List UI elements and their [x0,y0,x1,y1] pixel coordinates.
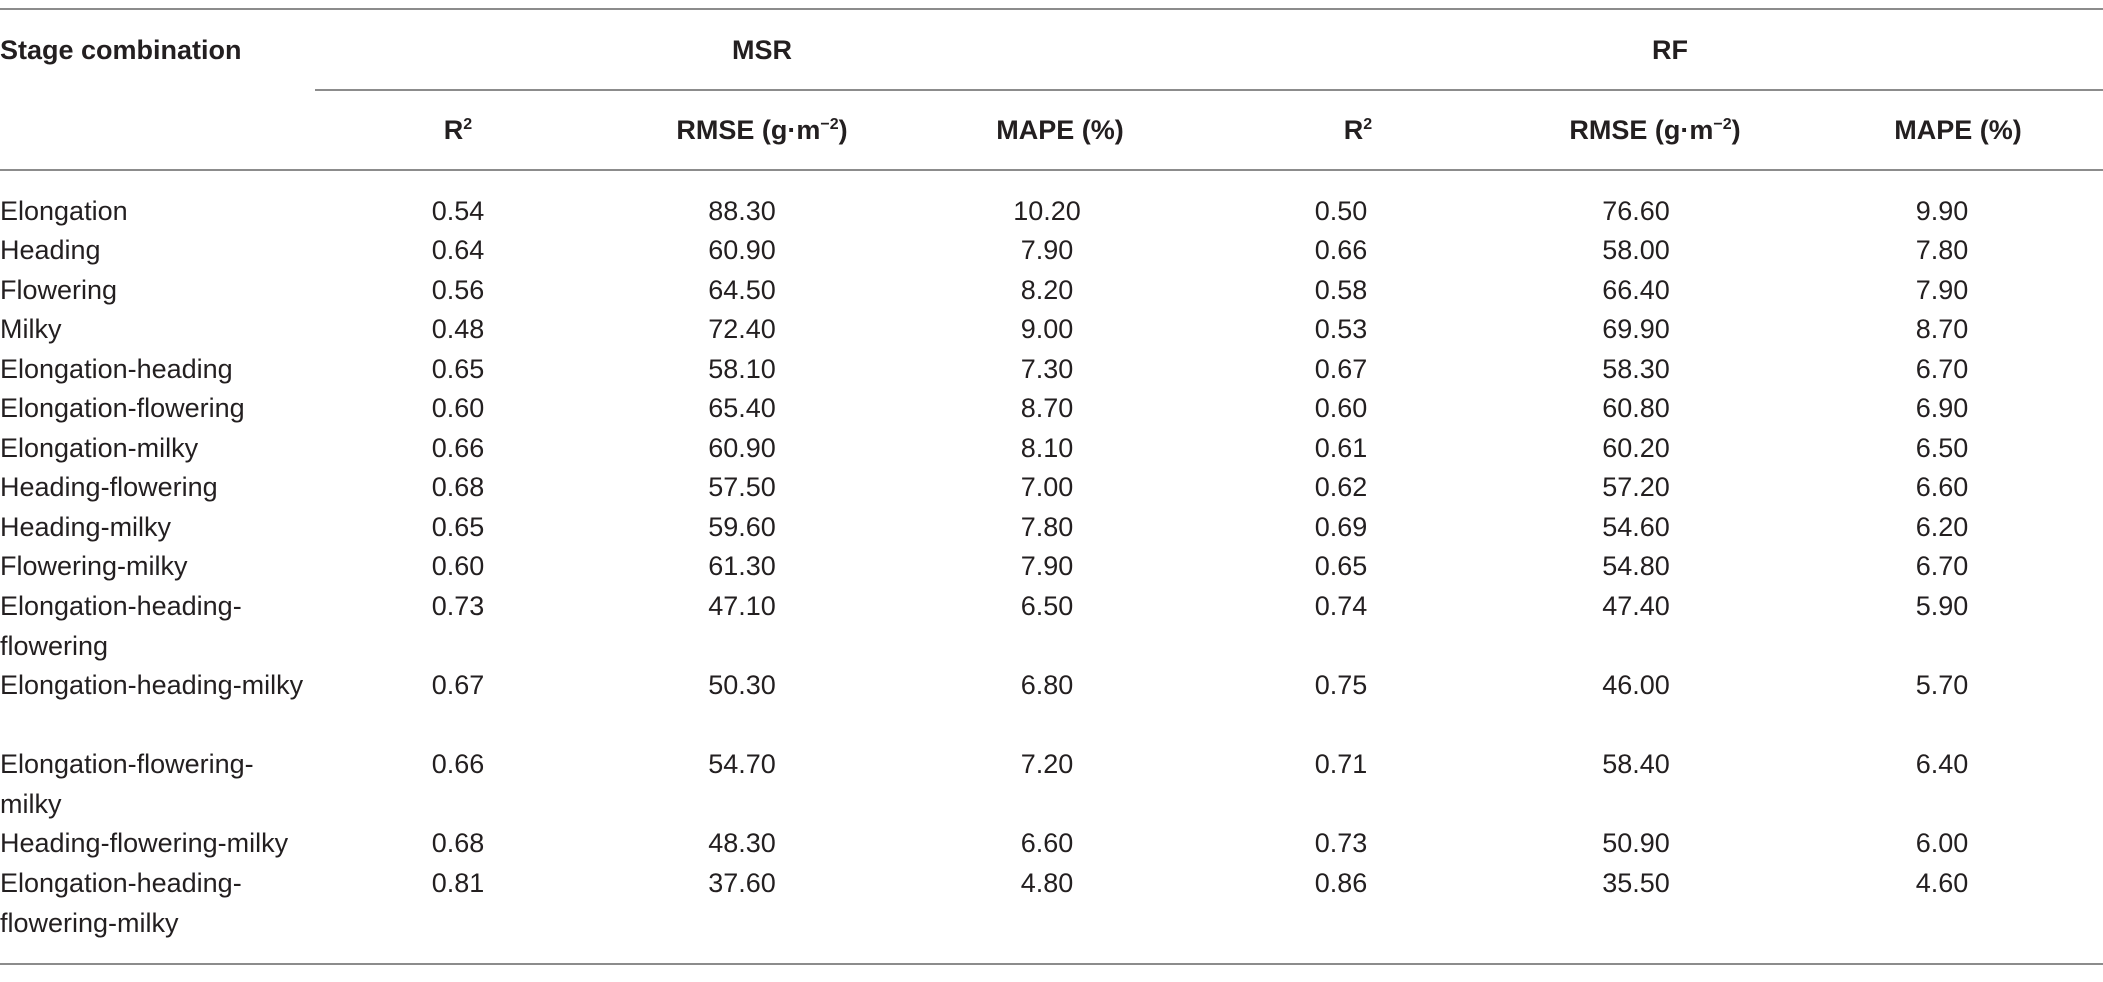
cell-rf-mape: 6.60 [1915,472,1969,502]
cell-stage: Milky [0,314,62,344]
r2-sup: 2 [463,116,473,133]
cell-rf-mape: 6.90 [1915,393,1969,423]
cell-rf-rmse: 60.80 [1602,393,1670,423]
cell-rf-rmse: 60.20 [1602,433,1670,463]
cell-rf-rmse: 54.80 [1602,551,1670,581]
cell-msr-r2: 0.73 [431,591,485,621]
cell-msr-mape: 8.20 [1020,275,1074,305]
cell-rf-r2: 0.73 [1314,828,1368,858]
cell-msr-rmse: 59.60 [708,512,776,542]
cell-stage: Elongation-flowering-milky [0,749,254,819]
cell-msr-rmse: 65.40 [708,393,776,423]
cell-rf-mape: 4.60 [1915,868,1969,898]
cell-msr-rmse: 54.70 [708,749,776,779]
top-rule [0,8,2103,10]
cell-rf-mape: 6.20 [1915,512,1969,542]
cell-rf-r2: 0.69 [1314,512,1368,542]
header-msr-r2 [444,110,472,150]
rmse-close: ) [838,115,848,145]
cell-msr-r2: 0.56 [431,275,485,305]
cell-msr-mape: 9.00 [1020,314,1074,344]
cell-msr-r2: 0.54 [431,196,485,226]
cell-msr-rmse: 88.30 [708,196,776,226]
cell-stage: Elongation-milky [0,433,199,463]
cell-rf-mape: 6.50 [1915,433,1969,463]
rmse-base: RMSE (g·m [676,115,821,145]
cell-msr-rmse: 60.90 [708,235,776,265]
cell-msr-rmse: 57.50 [708,472,776,502]
cell-rf-rmse: 58.30 [1602,354,1670,384]
cell-stage: Heading-flowering-milky [0,828,289,858]
cell-rf-rmse: 50.90 [1602,828,1670,858]
cell-rf-rmse: 47.40 [1602,591,1670,621]
cell-rf-mape: 6.70 [1915,551,1969,581]
cell-rf-mape: 7.80 [1915,235,1969,265]
cell-msr-r2: 0.67 [431,670,485,700]
cell-stage: Elongation [0,196,128,226]
cell-rf-mape: 6.70 [1915,354,1969,384]
cell-rf-r2: 0.65 [1314,551,1368,581]
cell-msr-mape: 8.10 [1020,433,1074,463]
cell-rf-rmse: 54.60 [1602,512,1670,542]
cell-rf-rmse: 58.40 [1602,749,1670,779]
cell-rf-mape: 7.90 [1915,275,1969,305]
cell-rf-rmse: 58.00 [1602,235,1670,265]
r2-base: R [1343,115,1364,145]
cell-stage: Elongation-flowering [0,393,245,423]
cell-msr-rmse: 47.10 [708,591,776,621]
cell-stage: Heading-milky [0,512,172,542]
cell-msr-mape: 8.70 [1020,393,1074,423]
cell-rf-mape: 6.40 [1915,749,1969,779]
cell-rf-r2: 0.53 [1314,314,1368,344]
header-rf-mape: MAPE (%) [1894,115,2022,145]
cell-rf-mape: 8.70 [1915,314,1969,344]
cell-rf-rmse: 57.20 [1602,472,1670,502]
cell-rf-r2: 0.66 [1314,235,1368,265]
cell-stage: Elongation-heading [0,354,233,384]
cell-stage: Flowering [0,275,118,305]
r2-base: R [443,115,464,145]
cell-msr-rmse: 48.30 [708,828,776,858]
cell-rf-mape: 5.70 [1915,670,1969,700]
cell-msr-r2: 0.66 [431,749,485,779]
cell-msr-mape: 7.90 [1020,551,1074,581]
cell-stage: Heading-flowering [0,472,218,502]
cell-msr-r2: 0.60 [431,393,485,423]
cell-msr-r2: 0.65 [431,512,485,542]
cell-msr-mape: 7.00 [1020,472,1074,502]
cell-stage: Flowering-milky [0,551,188,581]
bottom-rule [0,963,2103,965]
header-rf-r2 [1344,110,1372,150]
rmse-close: ) [1731,115,1741,145]
cell-msr-mape: 6.80 [1020,670,1074,700]
header-stage-combination: Stage combination [0,35,242,65]
cell-msr-rmse: 37.60 [708,868,776,898]
group-underline [315,89,2103,91]
cell-rf-rmse: 66.40 [1602,275,1670,305]
cell-rf-mape: 9.90 [1915,196,1969,226]
cell-msr-mape: 6.60 [1020,828,1074,858]
rmse-base: RMSE (g·m [1569,115,1714,145]
cell-rf-mape: 5.90 [1915,591,1969,621]
cell-msr-r2: 0.48 [431,314,485,344]
r2-sup: 2 [1363,116,1373,133]
cell-rf-r2: 0.74 [1314,591,1368,621]
cell-msr-mape: 6.50 [1020,591,1074,621]
header-msr-rmse [676,110,847,150]
cell-msr-rmse: 50.30 [708,670,776,700]
cell-stage: Elongation-heading-milky [0,670,304,700]
cell-rf-r2: 0.50 [1314,196,1368,226]
cell-rf-r2: 0.61 [1314,433,1368,463]
cell-msr-r2: 0.68 [431,828,485,858]
header-msr-mape: MAPE (%) [996,115,1124,145]
header-rule [0,169,2103,171]
rmse-sup: −2 [820,116,839,133]
cell-stage: Elongation-heading-flowering-milky [0,868,242,938]
cell-rf-mape: 6.00 [1915,828,1969,858]
cell-stage: Elongation-heading-flowering [0,591,242,661]
cell-rf-r2: 0.67 [1314,354,1368,384]
cell-msr-r2: 0.66 [431,433,485,463]
cell-msr-r2: 0.81 [431,868,485,898]
cell-msr-r2: 0.64 [431,235,485,265]
cell-msr-mape: 10.20 [1013,196,1081,226]
cell-rf-rmse: 76.60 [1602,196,1670,226]
cell-msr-r2: 0.68 [431,472,485,502]
cell-msr-rmse: 72.40 [708,314,776,344]
cell-msr-mape: 7.90 [1020,235,1074,265]
header-group-msr: MSR [732,35,792,65]
cell-rf-r2: 0.75 [1314,670,1368,700]
cell-rf-r2: 0.60 [1314,393,1368,423]
cell-msr-rmse: 58.10 [708,354,776,384]
cell-rf-r2: 0.58 [1314,275,1368,305]
cell-rf-r2: 0.86 [1314,868,1368,898]
cell-stage: Heading [0,235,101,265]
cell-rf-rmse: 46.00 [1602,670,1670,700]
cell-rf-rmse: 69.90 [1602,314,1670,344]
header-group-rf: RF [1652,35,1688,65]
cell-msr-rmse: 61.30 [708,551,776,581]
cell-msr-rmse: 64.50 [708,275,776,305]
cell-msr-mape: 7.80 [1020,512,1074,542]
cell-msr-mape: 7.20 [1020,749,1074,779]
cell-msr-rmse: 60.90 [708,433,776,463]
cell-rf-rmse: 35.50 [1602,868,1670,898]
cell-msr-r2: 0.65 [431,354,485,384]
rmse-sup: −2 [1713,116,1732,133]
cell-rf-r2: 0.62 [1314,472,1368,502]
header-rf-rmse [1569,110,1740,150]
cell-rf-r2: 0.71 [1314,749,1368,779]
cell-msr-mape: 4.80 [1020,868,1074,898]
cell-msr-r2: 0.60 [431,551,485,581]
cell-msr-mape: 7.30 [1020,354,1074,384]
